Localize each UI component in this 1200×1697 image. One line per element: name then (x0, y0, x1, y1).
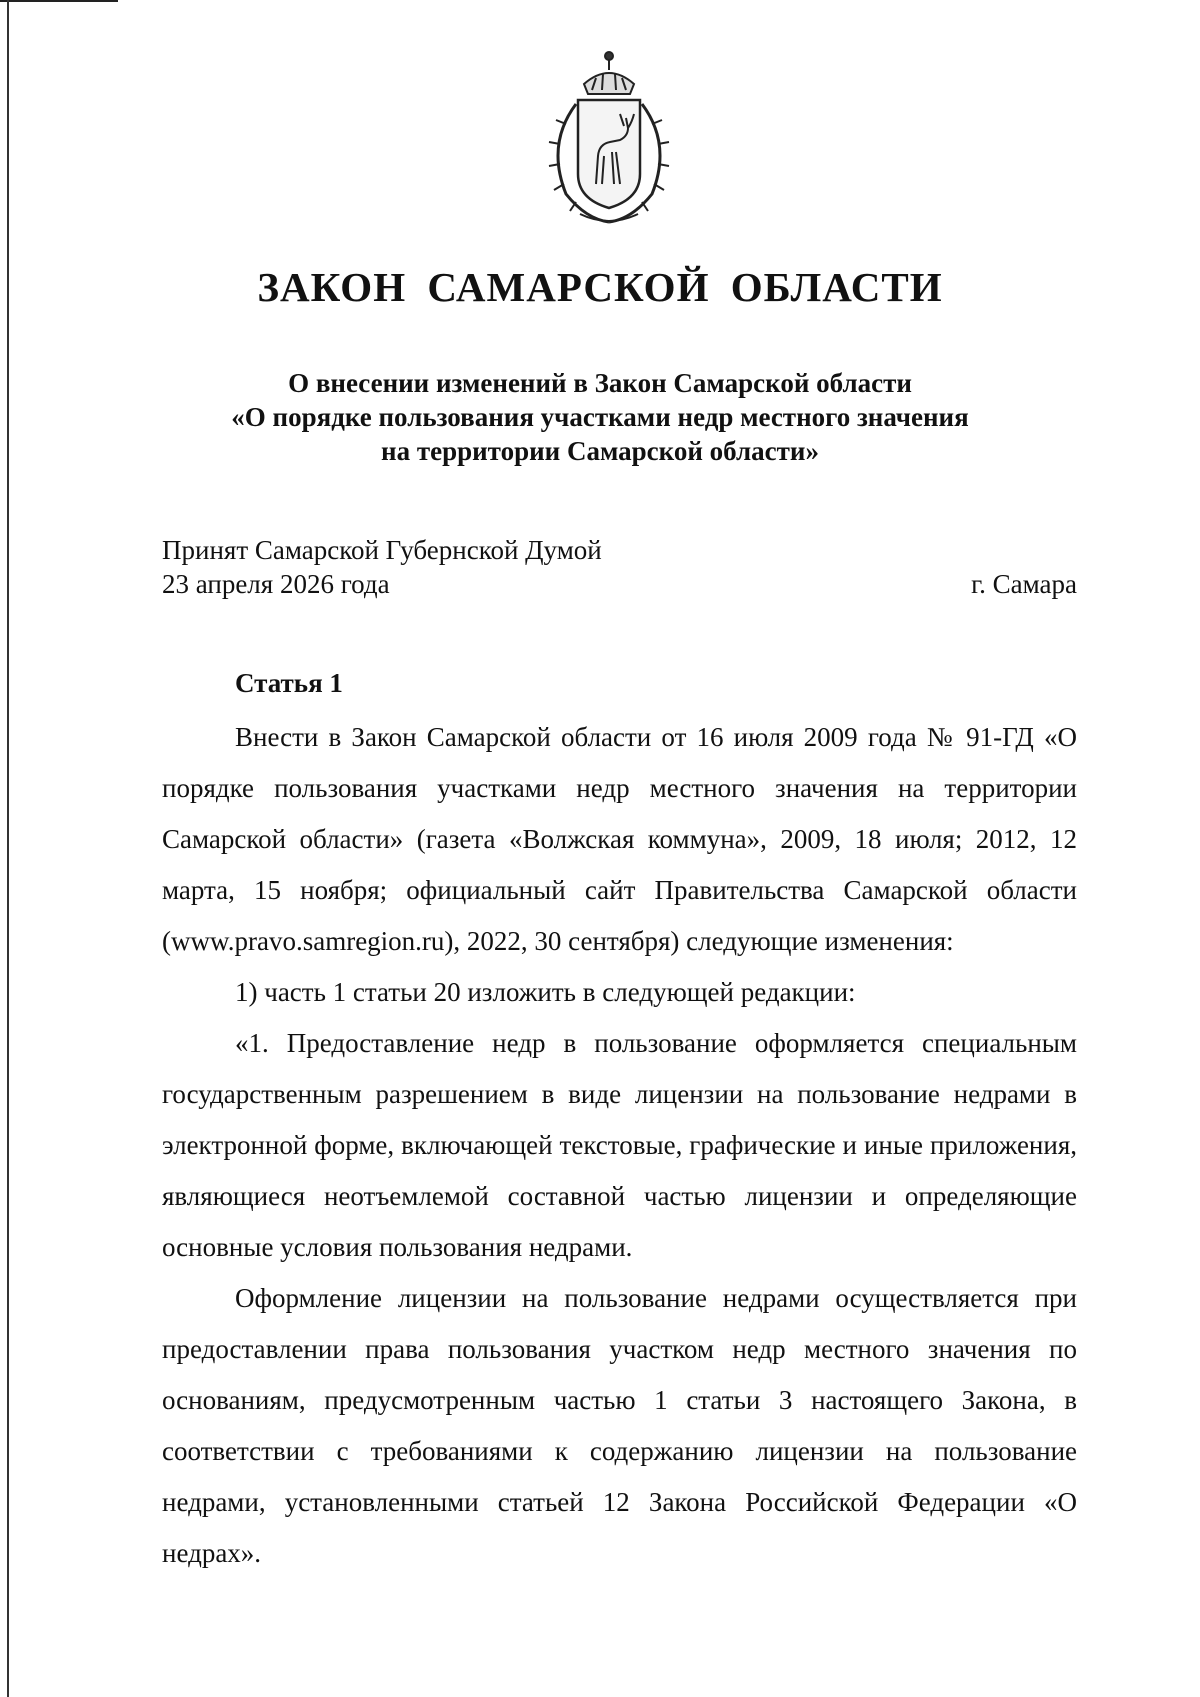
article-heading: Статья 1 (235, 668, 343, 698)
adoption-block (162, 533, 602, 601)
scan-border-left (7, 0, 9, 1697)
coat-of-arms-icon (536, 44, 682, 230)
subtitle-line: «О порядке пользования участками недр местного значения (231, 402, 969, 432)
law-subtitle (0, 366, 1200, 468)
article-body (162, 712, 1077, 1579)
subtitle-line: на территории Самарской области» (381, 436, 819, 466)
article-paragraph: 1) часть 1 статьи 20 изложить в следующей редакции: (235, 977, 856, 1007)
adopted-by: Принят Самарской Губернской Думой (162, 535, 602, 565)
law-title: ЗАКОН САМАРСКОЙ ОБЛАСТИ (257, 264, 943, 310)
scan-border-top (0, 0, 118, 2)
subtitle-line: О внесении изменений в Закон Самарской области (288, 368, 912, 398)
article-paragraph: Внести в Закон Самарской области от 16 июля 2009 года № 91-ГД «О порядке пользования участками недр местного значения на территории Самарской области» (газета «Волжская коммуна», 2009, 18 июля; 2012, 12 марта, 15 ноября; официальный сайт Правительства Самарской области (www.pravo.samregion.ru), 2022, 30 сентября) следующие изменения: (162, 722, 1077, 956)
article-paragraph: Оформление лицензии на пользование недрами осуществляется при предоставлении права пользования участком недр местного значения по основаниям, предусмотренным частью 1 статьи 3 настоящего Закона, в соответствии с требованиями к содержанию лицензии на пользование недрами, установленными статьей 12 Закона Российской Федерации «О недрах». (162, 1283, 1077, 1568)
article-paragraph: «1. Предоставление недр в пользование оформляется специальным государственным разрешением в виде лицензии на пользование недрами в электронной форме, включающей текстовые, графические и иные приложения, являющиеся неотъемлемой составной частью лицензии и определяющие основные условия пользования недрами. (162, 1028, 1077, 1262)
adoption-date: 23 апреля 2026 года (162, 569, 390, 599)
adoption-city: г. Самара (971, 569, 1077, 599)
